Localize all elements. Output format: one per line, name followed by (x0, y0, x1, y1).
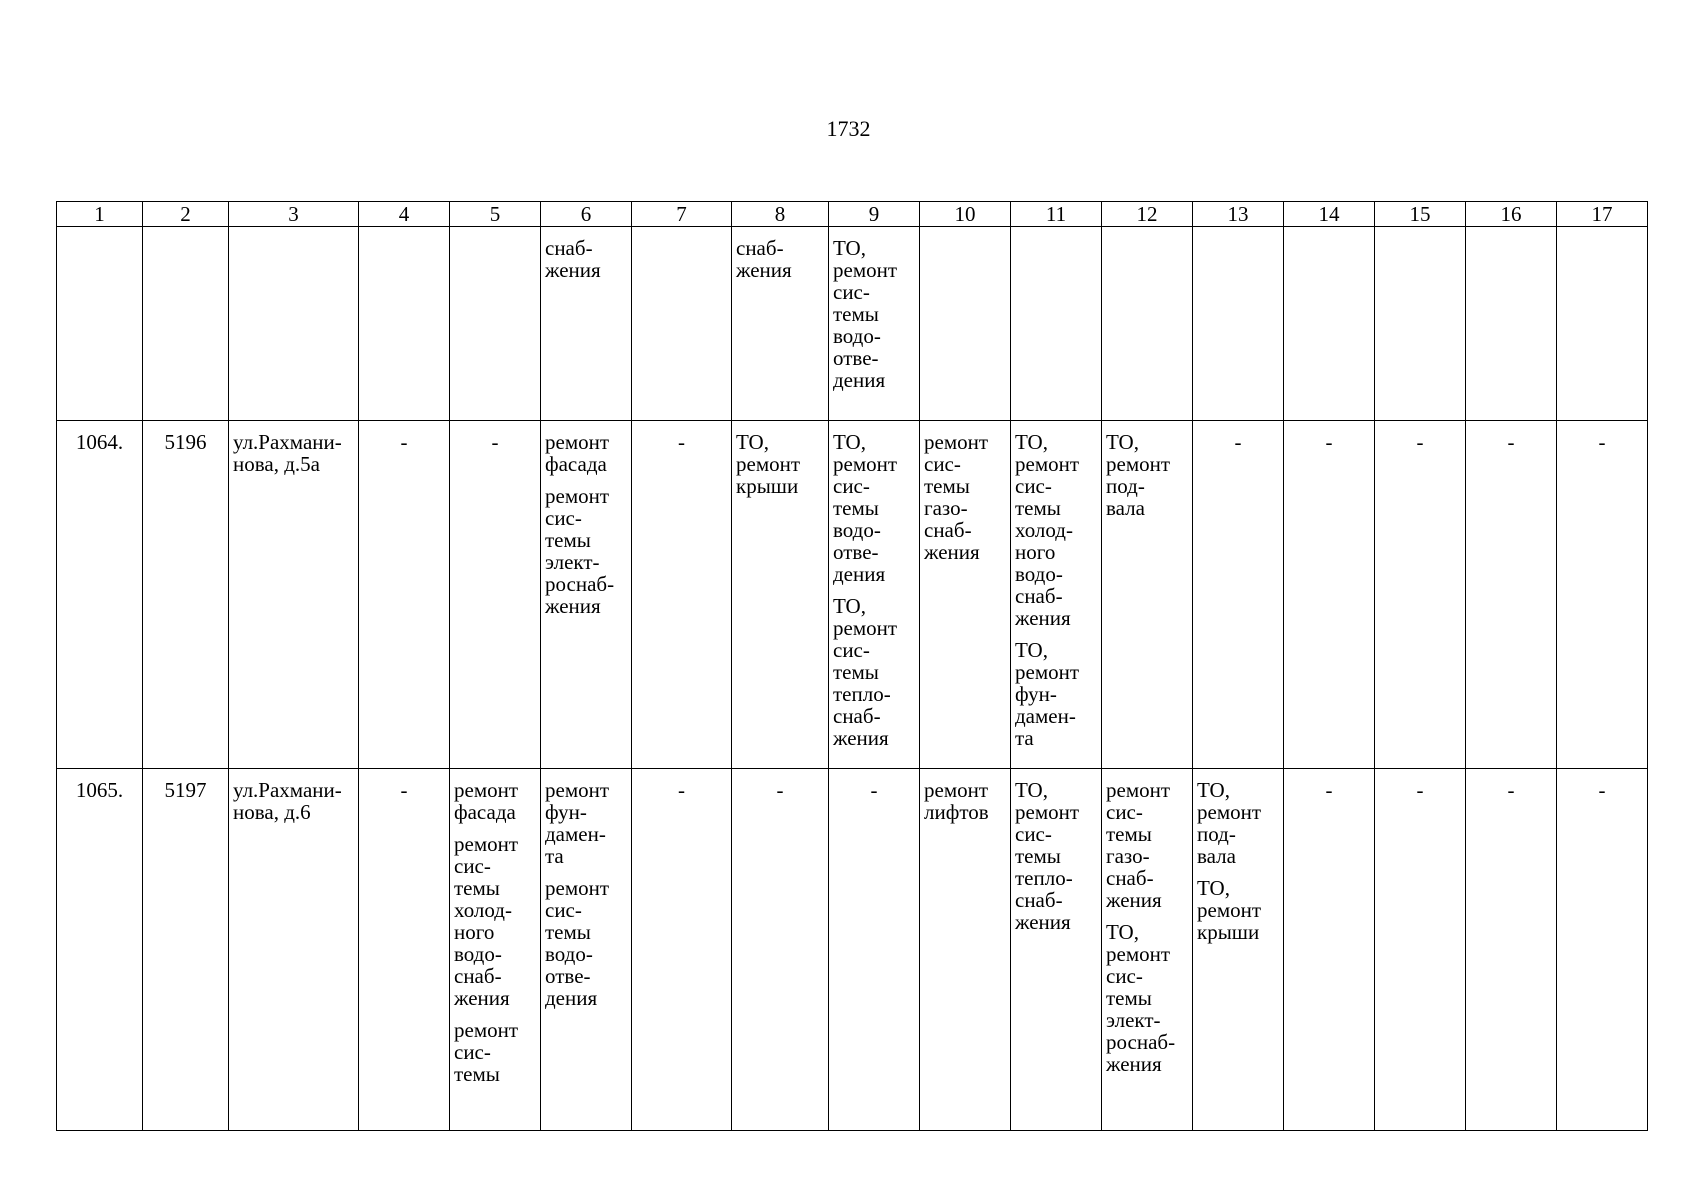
cell-entry: ремонт сис- темы газо- снаб- жения (1106, 778, 1171, 912)
cell-entry: ул.Рахмани- нова, д.5а (233, 430, 342, 476)
table-cell-col-15 (1375, 769, 1466, 1131)
table-cell-col-7 (632, 421, 732, 769)
table-cell-col-4 (359, 769, 450, 1131)
table-cell-col-13 (1193, 769, 1284, 1131)
table-cell-col-9 (829, 227, 920, 421)
cell-entry: 1065. (75, 778, 124, 802)
cell-entry: 5196 (164, 430, 207, 454)
table-cell-col-16 (1466, 227, 1557, 421)
cell-entry: - (491, 430, 499, 454)
table-cell-col-1 (57, 227, 143, 421)
cell-entry: ремонт сис- темы газо- снаб- жения (924, 430, 989, 564)
table-row (57, 227, 1648, 421)
table-cell-col-10 (920, 227, 1011, 421)
table-cell-col-9 (829, 769, 920, 1131)
table-cell-col-11 (1011, 769, 1102, 1131)
cell-entry: - (776, 778, 784, 802)
cell-entry: - (1325, 430, 1333, 454)
cell-entry: ремонт сис- темы элект- роснаб- жения (545, 484, 615, 618)
table-cell-col-9 (829, 421, 920, 769)
cell-entry: - (1416, 778, 1424, 802)
table-cell-col-3 (229, 227, 359, 421)
column-number: 3 (229, 202, 359, 227)
table-cell-col-1 (57, 769, 143, 1131)
cell-entry: ТО, ремонт сис- темы водо- отве- дения (833, 236, 898, 392)
table-cell-col-8 (732, 769, 829, 1131)
table-cell-col-2 (143, 421, 229, 769)
table-cell-col-11 (1011, 227, 1102, 421)
table-cell-col-14 (1284, 769, 1375, 1131)
table-cell-col-14 (1284, 227, 1375, 421)
column-number: 7 (632, 202, 732, 227)
column-number: 4 (359, 202, 450, 227)
table-cell-col-6 (541, 769, 632, 1131)
table-cell-col-4 (359, 421, 450, 769)
cell-entry: ремонт фасада (545, 430, 610, 476)
table-cell-col-2 (143, 769, 229, 1131)
cell-entry: ремонт фасада (454, 778, 519, 824)
cell-entry: ТО, ремонт сис- темы тепло- снаб- жения (833, 594, 898, 750)
table-cell-col-7 (632, 227, 732, 421)
cell-entry: - (1234, 430, 1242, 454)
cell-entry: - (678, 778, 685, 802)
table-row (57, 421, 1648, 769)
column-number: 9 (829, 202, 920, 227)
table-cell-col-16 (1466, 421, 1557, 769)
table-cell-col-5 (450, 421, 541, 769)
column-number: 15 (1375, 202, 1466, 227)
column-number: 16 (1466, 202, 1557, 227)
table-cell-col-4 (359, 227, 450, 421)
cell-entry: - (678, 430, 685, 454)
table-cell-col-17 (1557, 227, 1648, 421)
cell-entry: снаб- жения (736, 236, 792, 282)
table-cell-col-12 (1102, 421, 1193, 769)
cell-entry: - (400, 430, 408, 454)
table-cell-col-12 (1102, 227, 1193, 421)
cell-entry: снаб- жения (545, 236, 601, 282)
cell-entry: ТО, ремонт крыши (736, 430, 801, 498)
table-cell-col-1 (57, 421, 143, 769)
table-cell-col-14 (1284, 421, 1375, 769)
cell-entry: ремонт сис- темы холод- ного водо- снаб- жения (454, 832, 519, 1010)
table-cell-col-3 (229, 421, 359, 769)
column-number: 8 (732, 202, 829, 227)
table-cell-col-6 (541, 227, 632, 421)
cell-entry: 5197 (164, 778, 207, 802)
table-cell-col-13 (1193, 227, 1284, 421)
table-cell-col-16 (1466, 769, 1557, 1131)
table-cell-col-7 (632, 769, 732, 1131)
table-body (57, 227, 1648, 1131)
table-cell-col-5 (450, 227, 541, 421)
cell-entry: ТО, ремонт сис- темы тепло- снаб- жения (1015, 778, 1080, 934)
cell-entry: ремонт сис- темы водо- отве- дения (545, 876, 610, 1010)
column-number: 14 (1284, 202, 1375, 227)
cell-entry: ремонт лифтов (924, 778, 989, 824)
cell-entry: ремонт сис- темы (454, 1018, 519, 1086)
cell-entry: - (870, 778, 878, 802)
cell-entry: ул.Рахмани- нова, д.6 (233, 778, 342, 824)
column-number: 5 (450, 202, 541, 227)
table-cell-col-15 (1375, 227, 1466, 421)
cell-entry: - (1507, 778, 1515, 802)
table-cell-col-10 (920, 421, 1011, 769)
cell-entry: ремонт фун- дамен- та (545, 778, 610, 868)
cell-entry: ТО, ремонт сис- темы водо- отве- дения (833, 430, 898, 586)
table-cell-col-17 (1557, 769, 1648, 1131)
cell-entry: ТО, ремонт под- вала (1106, 430, 1171, 520)
table-cell-col-8 (732, 421, 829, 769)
table-cell-col-8 (732, 227, 829, 421)
column-number: 17 (1557, 202, 1648, 227)
column-number: 6 (541, 202, 632, 227)
column-number: 12 (1102, 202, 1193, 227)
table-cell-col-5 (450, 769, 541, 1131)
column-number: 11 (1011, 202, 1102, 227)
cell-entry: ТО, ремонт крыши (1197, 876, 1262, 944)
cell-entry: ТО, ремонт под- вала (1197, 778, 1262, 868)
table-cell-col-2 (143, 227, 229, 421)
cell-entry: ТО, ремонт фун- дамен- та (1015, 638, 1080, 750)
cell-entry: - (1598, 430, 1606, 454)
table-cell-col-11 (1011, 421, 1102, 769)
table-row (57, 769, 1648, 1131)
table-cell-col-6 (541, 421, 632, 769)
table-cell-col-12 (1102, 769, 1193, 1131)
cell-entry: - (1416, 430, 1424, 454)
table-cell-col-3 (229, 769, 359, 1131)
column-number: 1 (57, 202, 143, 227)
cell-entry: - (1325, 778, 1333, 802)
column-number: 2 (143, 202, 229, 227)
column-number-row (57, 202, 1648, 227)
cell-entry: - (1598, 778, 1606, 802)
table-cell-col-17 (1557, 421, 1648, 769)
page-number: 1732 (826, 116, 871, 141)
column-number: 10 (920, 202, 1011, 227)
works-table (56, 201, 1648, 1131)
cell-entry: - (400, 778, 408, 802)
cell-entry: ТО, ремонт сис- темы холод- ного водо- снаб- жения (1015, 430, 1080, 630)
cell-entry: 1064. (75, 430, 124, 454)
table-cell-col-15 (1375, 421, 1466, 769)
cell-entry: ТО, ремонт сис- темы элект- роснаб- жения (1106, 920, 1176, 1076)
table-cell-col-10 (920, 769, 1011, 1131)
cell-entry: - (1507, 430, 1515, 454)
table-cell-col-13 (1193, 421, 1284, 769)
column-number: 13 (1193, 202, 1284, 227)
